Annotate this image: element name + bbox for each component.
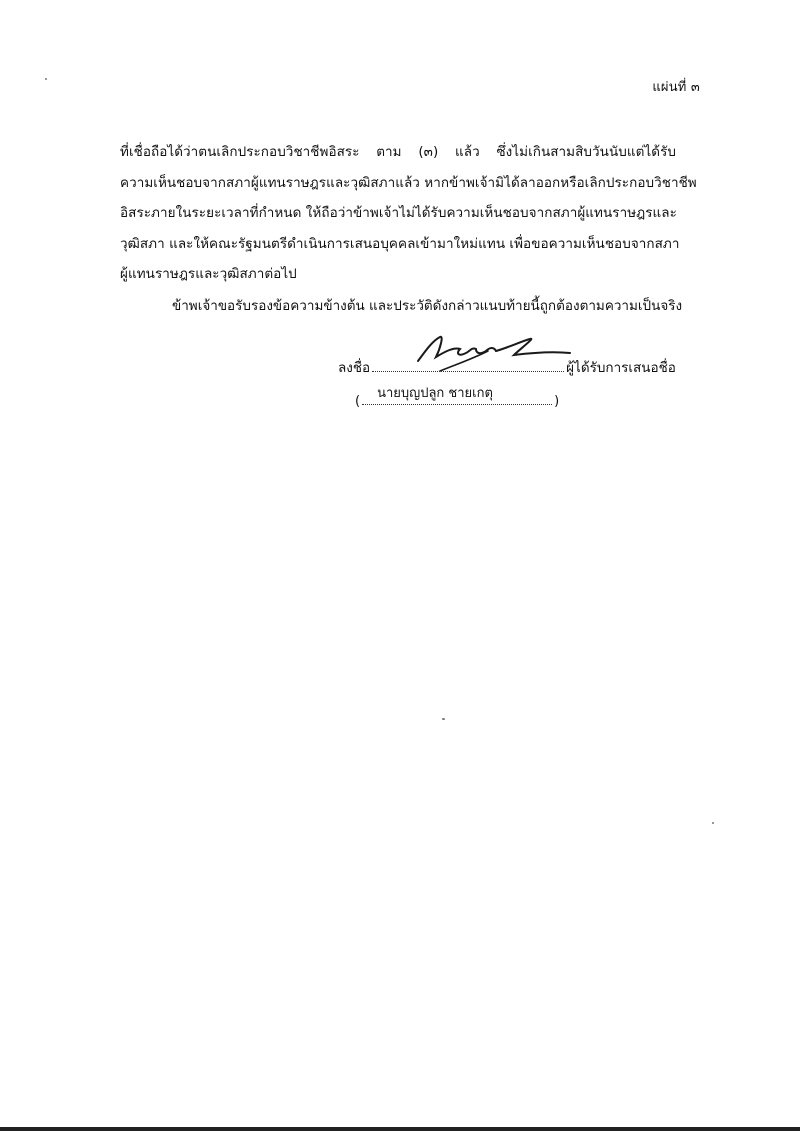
certification-statement: ข้าพเจ้าขอรับรองข้อความข้างต้น และประวัติดังกล่าวแนบท้ายนี้ถูกต้องตามความเป็นจริง xyxy=(172,298,683,314)
scan-speck xyxy=(442,718,445,720)
scan-speck xyxy=(45,78,47,80)
body-line: ความเห็นชอบจากสภาผู้แทนราษฎรและวุฒิสภาแล้ว หากข้าพเจ้ามิได้ลาออกหรือเลิกประกอบวิชาชีพ xyxy=(120,174,697,191)
scan-bottom-edge xyxy=(0,1127,800,1131)
printed-name-line xyxy=(355,386,560,409)
body-line: อิสระภายในระยะเวลาที่กำหนด ให้ถือว่าข้าพเจ้าไม่ได้รับความเห็นชอบจากสภาผู้แทนราษฎรและ xyxy=(120,205,677,221)
body-line: วุฒิสภา และให้คณะรัฐมนตรีดำเนินการเสนอบุคคลเข้ามาใหม่แทน เพื่อขอความเห็นชอบจากสภา xyxy=(120,235,680,252)
body-paragraph xyxy=(120,137,697,290)
body-line: ที่เชื่อถือได้ว่าตนเลิกประกอบวิชาชีพอิสระ ตาม (๓) แล้ว ซึ่งไม่เกินสามสิบวันนับแต่ได้รับ xyxy=(120,144,676,160)
signature-line xyxy=(338,356,676,378)
name-dotted-line xyxy=(362,386,552,405)
signature-dotted-line xyxy=(372,359,564,372)
printed-name: นายบุญปลูก ชายเกตุ xyxy=(377,386,493,401)
page-number: แผ่นที่ ๓ xyxy=(652,80,700,95)
open-parenthesis: ( xyxy=(355,394,361,409)
close-parenthesis: ) xyxy=(554,394,560,409)
body-line: ผู้แทนราษฎรและวุฒิสภาต่อไป xyxy=(120,266,297,282)
sign-label: ลงชื่อ xyxy=(338,360,371,376)
scan-speck xyxy=(712,822,714,824)
nominee-role-label: ผู้ได้รับการเสนอชื่อ xyxy=(566,360,676,376)
